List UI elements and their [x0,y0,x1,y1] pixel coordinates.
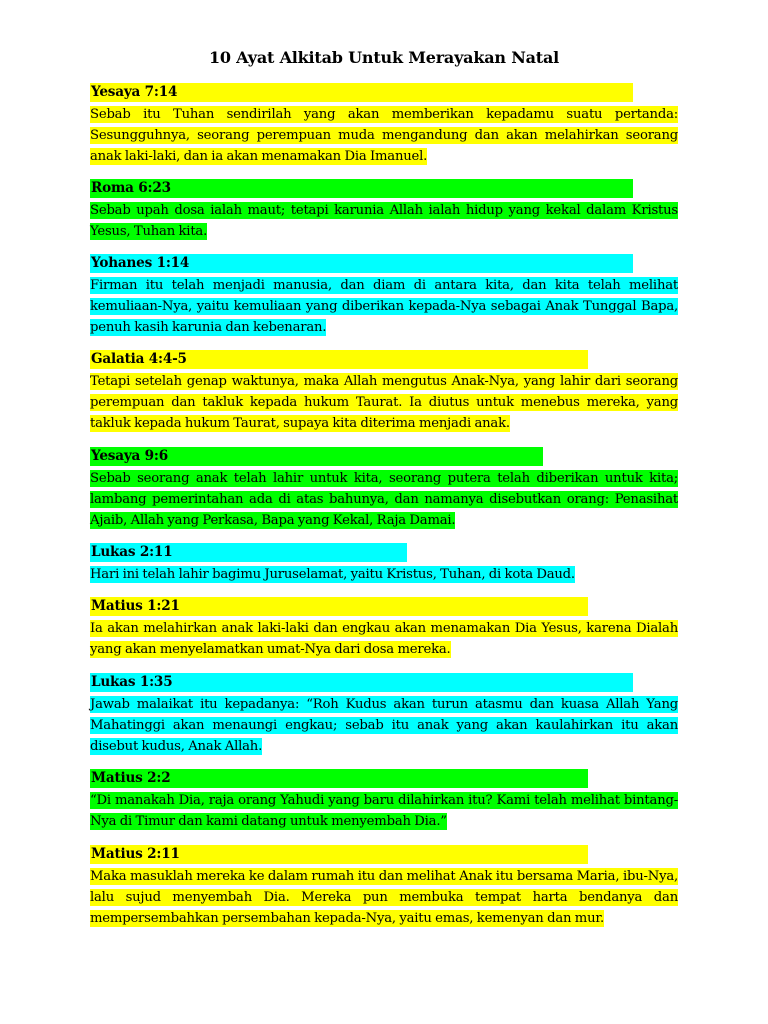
verse-text: “Di manakah Dia, raja orang Yahudi yang baru dilahirkan itu? Kami telah melihat bintang-Nya di Timur dan kami datang untuk menyembah Dia.” [90,793,678,830]
verse-block [90,673,678,758]
verse-block [90,543,678,585]
verse-reference: Matius 2:11 [90,845,588,864]
verse-text: Sebab itu Tuhan sendirilah yang akan memberikan kepadamu suatu pertanda: Sesungguhnya, seorang perempuan muda mengandung dan akan melahirkan seorang anak laki-laki, dan ia akan menamakan Dia Imanuel. [90,107,678,165]
verse-reference: Yohanes 1:14 [90,254,633,273]
verse-reference: Galatia 4:4-5 [90,350,588,369]
verse-block [90,447,678,532]
verse-block [90,769,678,832]
verse-text: Ia akan melahirkan anak laki-laki dan engkau akan menamakan Dia Yesus, karena Dialah yang akan menyelamatkan umat-Nya dari dosa mereka. [90,621,678,658]
verse-text: Maka masuklah mereka ke dalam rumah itu dan melihat Anak itu bersama Maria, ibu-Nya, lalu sujud menyembah Dia. Mereka pun membuka tempat harta bendanya dan mempersembahkan persembahan kepada-Nya, yaitu emas, kemenyan dan mur. [90,869,678,927]
page-title: 10 Ayat Alkitab Untuk Merayakan Natal [208,48,560,67]
verse-text: Firman itu telah menjadi manusia, dan diam di antara kita, dan kita telah melihat kemuliaan-Nya, yaitu kemuliaan yang diberikan kepada-Nya sebagai Anak Tunggal Bapa, penuh kasih karunia dan kebenaran. [90,278,678,336]
verse-reference: Matius 2:2 [90,769,588,788]
verse-block [90,597,678,660]
verse-reference: Yesaya 9:6 [90,447,543,466]
verse-text: Sebab seorang anak telah lahir untuk kita, seorang putera telah diberikan untuk kita; lambang pemerintahan ada di atas bahunya, dan namanya disebutkan orang: Penasihat Ajaib, Allah yang Perkasa, Bapa yang Kekal, Raja Damai. [90,471,678,529]
verse-reference: Yesaya 7:14 [90,83,633,102]
verse-reference: Lukas 1:35 [90,673,633,692]
verse-text: Hari ini telah lahir bagimu Juruselamat, yaitu Kristus, Tuhan, di kota Daud. [90,567,575,582]
verse-reference: Lukas 2:11 [90,543,407,562]
verse-text: Tetapi setelah genap waktunya, maka Allah mengutus Anak-Nya, yang lahir dari seorang perempuan dan takluk kepada hukum Taurat. Ia diutus untuk menebus mereka, yang takluk kepada hukum Taurat, supaya kita diterima menjadi anak. [90,374,678,432]
verse-block [90,350,678,435]
verse-block [90,845,678,930]
verse-reference: Roma 6:23 [90,179,633,198]
verse-block [90,179,678,242]
verse-block [90,254,678,339]
verse-block [90,83,678,168]
verse-text: Sebab upah dosa ialah maut; tetapi karunia Allah ialah hidup yang kekal dalam Kristus Yesus, Tuhan kita. [90,203,678,240]
verse-reference: Matius 1:21 [90,597,588,616]
verse-text: Jawab malaikat itu kepadanya: “Roh Kudus akan turun atasmu dan kuasa Allah Yang Mahatinggi akan menaungi engkau; sebab itu anak yang akan kaulahirkan itu akan disebut kudus, Anak Allah. [90,697,678,755]
